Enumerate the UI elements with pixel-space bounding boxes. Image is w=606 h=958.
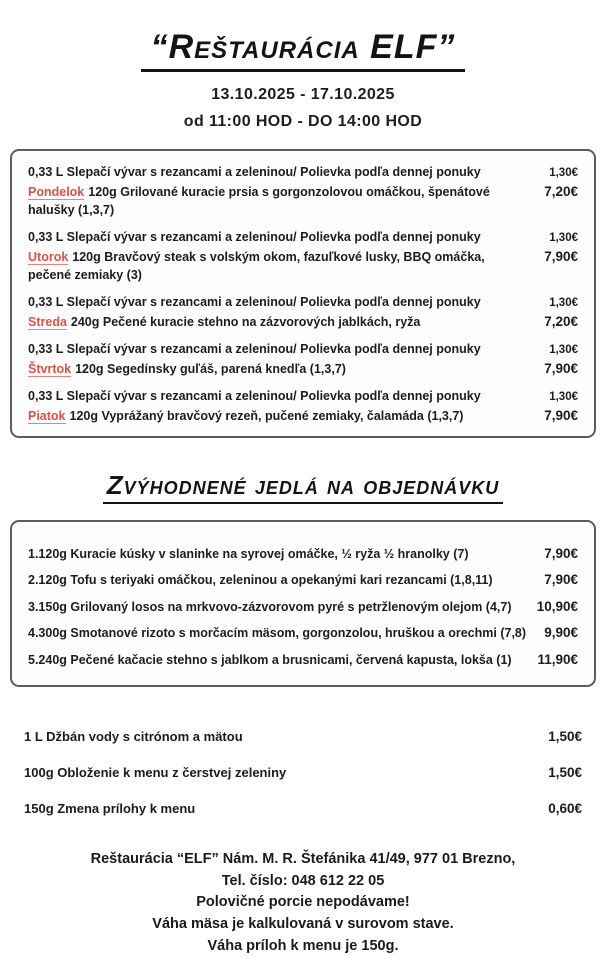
day-label-friday: Piatok <box>28 409 66 424</box>
special-item-price: 7,90€ <box>544 545 578 561</box>
soup-text: 0,33 L Slepačí vývar s rezancami a zeleninou/ Polievka podľa dennej ponuky <box>28 294 481 309</box>
extras-section <box>24 727 582 819</box>
special-item-row <box>28 570 578 590</box>
extra-item-text: 100g Obloženie k menu z čerstvej zeleniny <box>24 765 287 781</box>
footer <box>0 849 606 958</box>
main-row <box>28 247 578 284</box>
special-section-header <box>0 470 606 504</box>
soup-row <box>28 293 578 312</box>
main-price: 7,90€ <box>544 360 578 376</box>
special-offers-box <box>10 520 596 688</box>
main-row <box>28 312 578 332</box>
main-row <box>28 359 578 379</box>
main-text <box>28 183 530 219</box>
main-text <box>28 248 530 284</box>
extra-item-price: 1,50€ <box>548 765 582 781</box>
soup-row <box>28 228 578 247</box>
extra-item-price: 1,50€ <box>548 729 582 745</box>
main-price: 7,90€ <box>544 248 578 264</box>
soup-price: 1,30€ <box>549 232 578 245</box>
special-item-price: 11,90€ <box>537 651 578 667</box>
header <box>0 28 606 131</box>
main-dish: 120g Grilované kuracie prsia s gorgonzolovou omáčkou, špenátové halušky (1,3,7) <box>28 184 490 217</box>
special-item-row <box>28 650 578 670</box>
footer-address: Reštaurácia “ELF” Nám. M. R. Štefánika 41/49, 977 01 Brezno, <box>90 850 516 867</box>
special-item-text: 2.120g Tofu s teriyaki omáčkou, zeleninou a opekanými kari rezancami (1,8,11) <box>28 573 493 588</box>
day-label-tuesday: Utorok <box>28 249 69 264</box>
extra-item-row <box>24 763 582 783</box>
extra-item-price: 0,60€ <box>548 801 582 817</box>
main-dish: 120g Vyprážaný bravčový rezeň, pučené zemiaky, čalamáda (1,3,7) <box>69 409 464 424</box>
main-text <box>28 313 530 331</box>
footer-phone: Tel. číslo: 048 612 22 05 <box>221 872 385 889</box>
opening-hours: od 11:00 HOD - DO 14:00 HOD <box>183 113 423 131</box>
special-item-row <box>28 597 578 617</box>
extra-item-row <box>24 727 582 747</box>
special-item-text: 5.240g Pečené kačacie stehno s jablkom a brusnicami, červená kapusta, lokša (1) <box>28 652 512 667</box>
soup-text: 0,33 L Slepačí vývar s rezancami a zeleninou/ Polievka podľa dennej ponuky <box>28 342 481 357</box>
soup-text: 0,33 L Slepačí vývar s rezancami a zeleninou/ Polievka podľa dennej ponuky <box>28 389 481 404</box>
main-text <box>28 407 530 425</box>
soup-row <box>28 163 578 182</box>
special-section-title: Zvýhodnené jedlá na objednávku <box>103 470 504 504</box>
special-item-text: 1.120g Kuracie kúsky v slaninke na syrovej omáčke, ½ ryža ½ hranolky (7) <box>28 546 469 561</box>
main-dish: 120g Bravčový steak s volským okom, fazuľkové lusky, BBQ omáčka, pečené zemiaky (3) <box>28 249 485 282</box>
main-dish: 120g Segedínsky guľáš, parená knedľa (1,3,7) <box>75 361 346 376</box>
special-item-text: 4.300g Smotanové rizoto s morčacím mäsom, gorgonzolou, hruškou a orechmi (7,8) <box>28 626 527 641</box>
footer-note-weight: Váha mäsa je kalkulovaná v surovom stave. <box>152 916 454 933</box>
main-price: 7,20€ <box>544 313 578 329</box>
menu-day-entry-monday <box>28 163 578 219</box>
day-label-wednesday: Streda <box>28 314 67 329</box>
menu-day-entry-thursday <box>28 340 578 378</box>
soup-row <box>28 387 578 406</box>
main-text <box>28 360 530 378</box>
main-dish: 240g Pečené kuracie stehno na zázvorových jablkách, ryža <box>70 314 421 329</box>
menu-day-entry-wednesday <box>28 293 578 331</box>
main-row <box>28 406 578 426</box>
date-range: 13.10.2025 - 17.10.2025 <box>211 86 395 104</box>
main-row <box>28 182 578 219</box>
special-item-price: 10,90€ <box>536 598 578 614</box>
soup-price: 1,30€ <box>549 296 578 309</box>
footer-note-sides: Váha príloh k menu je 150g. <box>207 937 399 954</box>
restaurant-title: “Reštaurácia ELF” <box>141 28 466 72</box>
soup-price: 1,30€ <box>549 391 578 404</box>
special-item-text: 3.150g Grilovaný losos na mrkvovo-zázvorovom pyré s petržlenovým olejom (4,7) <box>28 599 512 614</box>
footer-note-portions: Polovičné porcie nepodávame! <box>196 894 410 911</box>
special-item-row <box>28 544 578 564</box>
extra-item-text: 150g Zmena prílohy k menu <box>24 801 196 817</box>
special-item-price: 7,90€ <box>544 572 578 588</box>
menu-day-entry-friday <box>28 387 578 425</box>
soup-price: 1,30€ <box>549 344 578 357</box>
soup-text: 0,33 L Slepačí vývar s rezancami a zeleninou/ Polievka podľa dennej ponuky <box>28 165 481 180</box>
extra-item-text: 1 L Džbán vody s citrónom a mätou <box>24 729 243 745</box>
day-label-thursday: Štvrtok <box>28 361 72 376</box>
special-item-row <box>28 623 578 643</box>
main-price: 7,90€ <box>544 408 578 424</box>
soup-text: 0,33 L Slepačí vývar s rezancami a zeleninou/ Polievka podľa dennej ponuky <box>28 230 481 245</box>
soup-row <box>28 340 578 359</box>
menu-day-entry-tuesday <box>28 228 578 284</box>
main-price: 7,20€ <box>544 183 578 199</box>
day-label-monday: Pondelok <box>28 184 85 199</box>
extra-item-row <box>24 799 582 819</box>
special-item-price: 9,90€ <box>544 625 578 641</box>
soup-price: 1,30€ <box>549 167 578 180</box>
weekly-menu-box <box>10 149 596 438</box>
